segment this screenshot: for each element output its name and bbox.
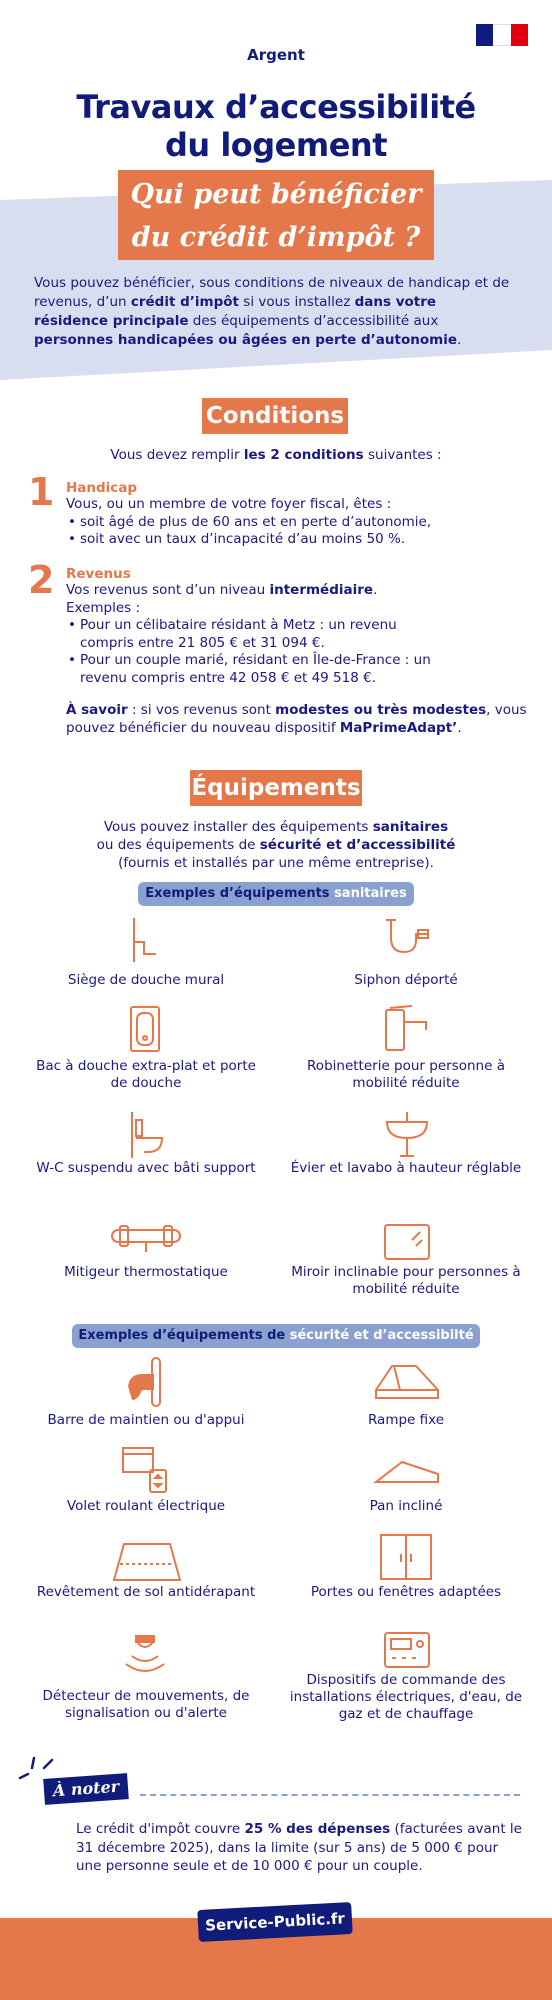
conditions-lead: Vous devez remplir les 2 conditions suivantes : [110,447,442,463]
sanitaire-item-3: Bac à douche extra-plat et porte de douche [36,1058,256,1091]
securite-item-4: Pan incliné [369,1498,443,1514]
thermostatic-mixer-icon [108,1222,184,1256]
republique-flag-icon [476,24,528,46]
service-public-logo: Service-Public.fr [197,1902,352,1942]
sink-icon [384,1108,430,1160]
condition-1-title: Handicap [66,480,138,496]
condition-2-number: 2 [28,558,55,602]
electric-shutter-icon [120,1444,172,1496]
faucet-icon [382,1004,436,1054]
note-badge: À noter [43,1773,129,1805]
mirror-icon [382,1222,432,1262]
note-text: Le crédit d'impôt couvre 25 % des dépenses (facturées avant le 31 décembre 2025), dans la limite (sur 5 ans) de 5 000 € pour une personne seule et de 10 000 € pour un couple. [76,1821,522,1874]
ramp-icon [372,1360,442,1404]
note-divider [140,1794,520,1796]
non-slip-floor-icon [110,1540,184,1584]
securite-item-2: Rampe fixe [367,1412,445,1428]
shower-seat-icon [130,916,160,964]
sanitaire-item-7: Mitigeur thermostatique [64,1264,228,1280]
adapted-doors-icon [378,1532,434,1582]
condition-2-title: Revenus [66,566,131,582]
condition-1-number: 1 [28,470,55,514]
page-title: Travaux d’accessibilité du logement [76,88,476,164]
a-savoir-note: À savoir : si vos revenus sont modestes ou très modestes, vous pouvez bénéficier du nouveau dispositif MaPrimeAdapt’. [66,702,527,736]
equipements-heading: Équipements [190,770,362,806]
condition-1-text: Vous, ou un membre de votre foyer fiscal, êtes : • soit âgé de plus de 60 ans et en perte d’autonomie, • soit avec un taux d’incapacité d’au moins 50 %. [66,496,526,549]
inclined-panel-icon [372,1456,442,1492]
sanitaire-item-5: W-C suspendu avec bâti support [36,1160,256,1176]
securite-item-3: Volet roulant électrique [66,1498,226,1514]
shower-tray-icon [128,1004,162,1054]
sanitaire-item-4: Robinetterie pour personne à mobilité réduite [307,1058,505,1091]
sanitaire-item-8: Miroir inclinable pour personnes à mobilité réduite [291,1264,521,1297]
sanitaire-item-6: Évier et lavabo à hauteur réglable [290,1160,522,1176]
intro-paragraph: Vous pouvez bénéficier, sous conditions de niveaux de handicap et de revenus, d’un crédit d’impôt si vous installez dans votre résidence principale des équipements d’accessibilité aux personnes handicapées ou âgées en perte d’autonomie. [34,275,510,348]
securite-item-7: Détecteur de mouvements, de signalisation ou d'alerte [42,1688,250,1721]
grab-bar-icon [124,1356,168,1408]
category-label: Argent [247,46,305,64]
motion-detector-icon [120,1634,170,1682]
securite-item-8: Dispositifs de commande des installations électriques, d'eau, de gaz et de chauffage [289,1672,523,1722]
condition-2-text: Vos revenus sont d’un niveau intermédiaire. Exemples : • Pour un célibataire résidant à Metz : un revenu compris entre 21 805 € et 31 094 €. • Pour un couple marié, résidant en Île-de-France : un revenu compris entre 42 058 € et 49 518 €. [66,582,526,687]
tag-securite: Exemples d’équipements de sécurité et d’accessibilté [72,1324,480,1348]
conditions-heading: Conditions [202,398,348,434]
subtitle: Qui peut bénéficier du crédit d’impôt ? [130,179,422,253]
control-panel-icon [382,1630,432,1670]
sanitaire-item-2: Siphon déporté [354,972,458,988]
equipements-lead: Vous pouvez installer des équipements sanitaires ou des équipements de sécurité et d’accessibilité (fournis et installés par une même entreprise). [96,819,456,871]
securite-item-1: Barre de maintien ou d'appui [47,1412,245,1428]
sanitaire-item-1: Siège de douche mural [67,972,225,988]
tag-sanitaires: Exemples d’équipements sanitaires [138,882,414,906]
wc-icon [126,1110,166,1160]
securite-item-5: Revêtement de sol antidérapant [36,1584,256,1600]
siphon-icon [382,916,432,964]
securite-item-6: Portes ou fenêtres adaptées [310,1584,502,1600]
